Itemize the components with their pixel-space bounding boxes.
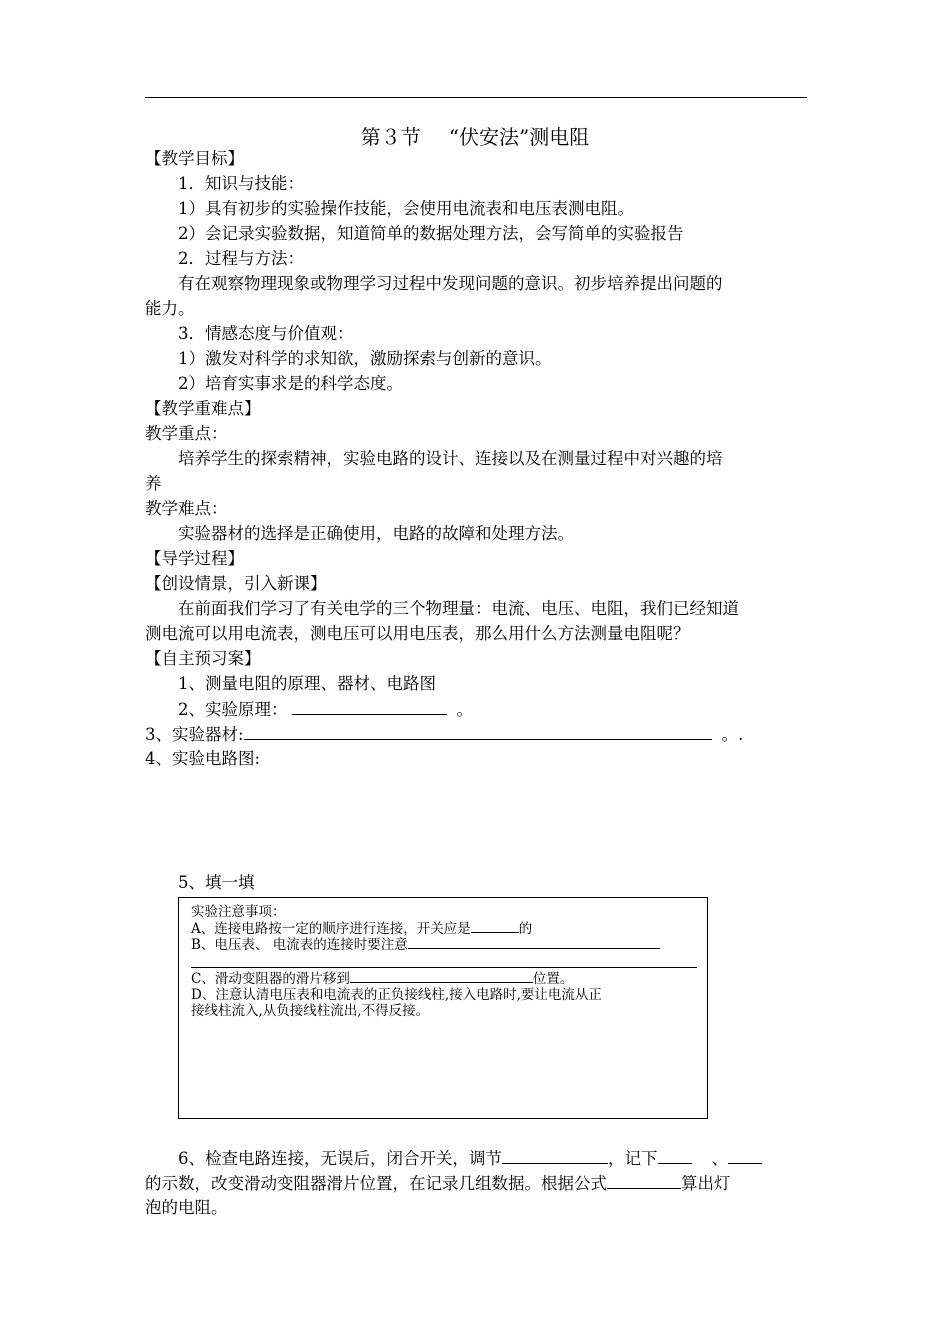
equipment-blank[interactable]: [244, 723, 712, 740]
preview-item-5: 5、填一填: [178, 873, 255, 892]
preview-item-4: 4、实验电路图:: [145, 749, 261, 768]
intro-heading: 【创设情景，引入新课】: [145, 574, 327, 593]
record-blank-1[interactable]: [658, 1147, 692, 1164]
knowledge-item-2: 2）会记录实验数据，知道简单的数据处理方法，会写简单的实验报告: [178, 224, 684, 243]
difficulty-text: 实验器材的选择是正确使用，电路的故障和处理方法。: [178, 524, 574, 543]
process-item-line-2: 能力。: [145, 299, 195, 318]
note-a: A、连接电路按一定的顺序进行连接，开关应是 的: [191, 921, 533, 937]
focus-label: 教学重点：: [145, 424, 228, 443]
preview-heading: 【自主预习案】: [145, 649, 261, 668]
note-b-continuation-blank[interactable]: [191, 967, 697, 968]
process-heading: 【导学过程】: [145, 549, 244, 568]
equipment-label: 3、实验器材:: [145, 725, 244, 744]
section-topic: “伏安法”测电阻: [448, 125, 590, 149]
principle-label: 2、实验原理：: [178, 700, 288, 719]
preview-item-3: 3、实验器材: 。.: [145, 725, 744, 744]
intro-text-line-2: 测电流可以用电流表，测电压可以用电压表，那么用什么方法测量电阻呢？: [145, 624, 690, 643]
item6-line-2: 的示数，改变滑动变阻器滑片位置，在记录几组数据。根据公式 算出灯: [145, 1174, 731, 1193]
knowledge-item-1: 1）具有初步的实验操作技能，会使用电流表和电压表测电阻。: [178, 199, 634, 218]
objectives-heading: 【教学目标】: [145, 149, 244, 168]
page-title: [0, 124, 950, 150]
keypoints-heading: 【教学重难点】: [145, 399, 261, 418]
formula-blank[interactable]: [607, 1172, 681, 1189]
process-item-line-1: 有在观察物理现象或物理学习过程中发现问题的意识。初步培养提出问题的: [178, 274, 723, 293]
switch-state-blank[interactable]: [471, 920, 519, 933]
process-title: 2．过程与方法：: [178, 249, 304, 268]
focus-text-line-1: 培养学生的探索精神，实验电路的设计、连接以及在测量过程中对兴趣的培: [178, 449, 723, 468]
knowledge-title: 1．知识与技能：: [178, 174, 304, 193]
note-c: C、滑动变阻器的滑片移到 位置。: [191, 971, 574, 987]
item6-line-3: 泡的电阻。: [145, 1198, 228, 1217]
emotion-item-2: 2）培育实事求是的科学态度。: [178, 374, 403, 393]
slider-position-blank[interactable]: [350, 970, 533, 983]
preview-item-2: 2、实验原理： 。: [178, 700, 473, 719]
principle-blank[interactable]: [292, 698, 447, 715]
section-number: 第３节: [360, 125, 421, 149]
difficulty-label: 教学难点：: [145, 499, 228, 518]
note-d-line-2: 接线柱流入,从负接线柱流出,不得反接。: [191, 1003, 430, 1019]
header-rule: [145, 97, 807, 98]
notes-box: [178, 897, 708, 1119]
emotion-item-1: 1）激发对科学的求知欲，激励探索与创新的意识。: [178, 349, 552, 368]
intro-text-line-1: 在前面我们学习了有关电学的三个物理量：电流、电压、电阻，我们已经知道: [178, 599, 739, 618]
note-d-line-1: D、注意认清电压表和电流表的正负接线柱,接入电路时,要让电流从正: [191, 987, 602, 1003]
emotion-title: 3．情感态度与价值观：: [178, 324, 354, 343]
notes-title: 实验注意事项：: [191, 904, 286, 920]
record-blank-2[interactable]: [728, 1147, 762, 1164]
adjust-blank[interactable]: [502, 1147, 608, 1164]
preview-item-1: 1、测量电阻的原理、器材、电路图: [178, 674, 436, 693]
meter-connection-blank[interactable]: [408, 936, 660, 949]
item6-line-1: 6、检查电路连接，无误后，闭合开关，调节 ，记下 、: [178, 1147, 762, 1170]
focus-text-line-2: 养: [145, 474, 162, 493]
note-b: B、电压表、 电流表的连接时要注意: [191, 936, 660, 954]
